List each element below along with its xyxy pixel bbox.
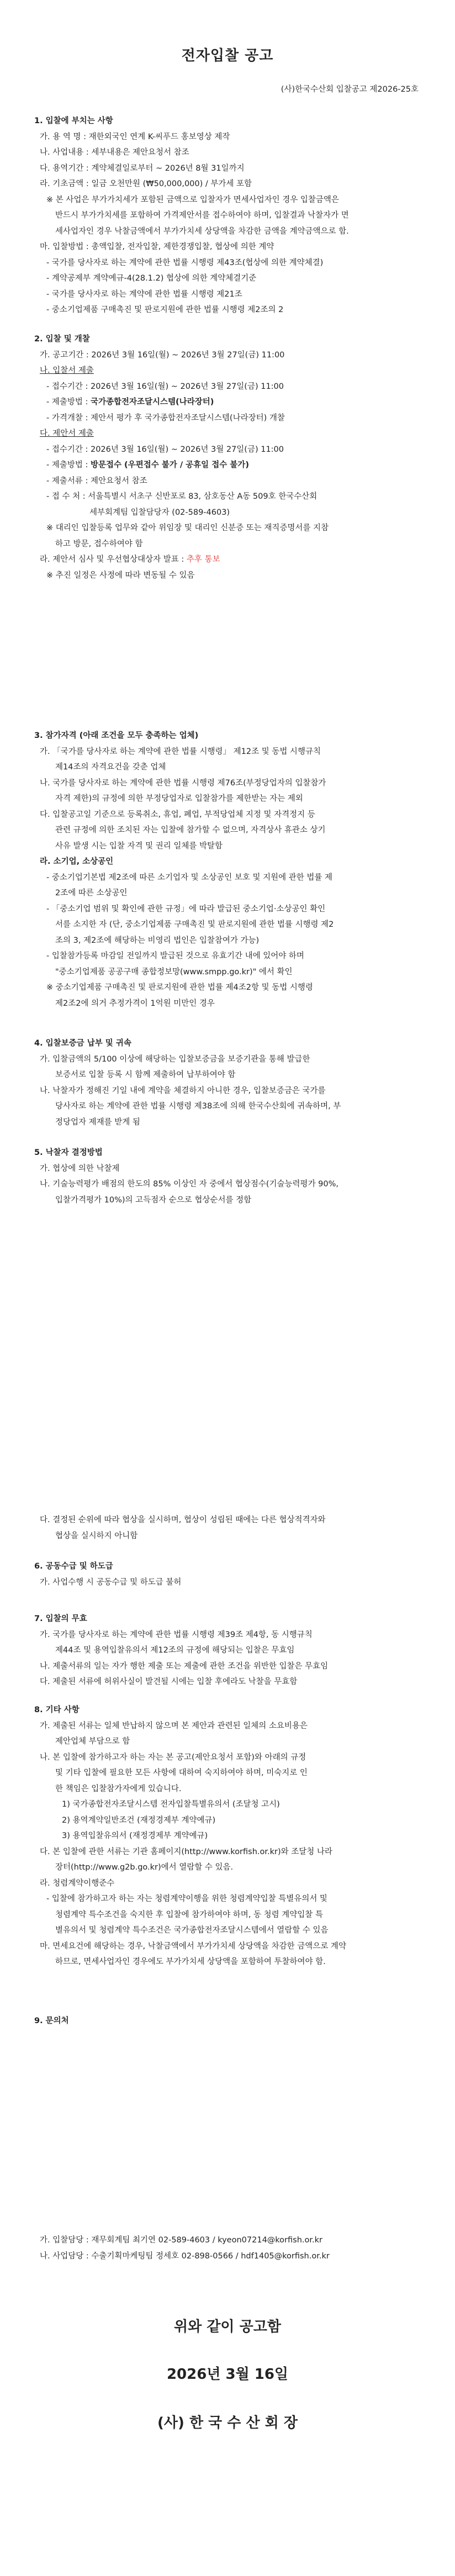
item-line: 라. 소기업, 소상공인 xyxy=(40,857,114,866)
item-line: 제14조의 자격요건을 갖춘 업체 xyxy=(55,763,166,772)
section-bid-deposit xyxy=(34,1036,421,1130)
section-heading: 8. 기타 사항 xyxy=(34,1706,80,1714)
sub-item-line: - 「중소기업 범위 및 확인에 관한 규정」에 따라 발급된 중소기업·소상공인 확인 xyxy=(46,904,326,914)
item-line: 다. 입찰공고일 기준으로 등록취소, 휴업, 폐업, 부적당업체 지정 및 자격정지 등 xyxy=(40,810,315,819)
item-line: 가. 협상에 의한 낙찰제 xyxy=(40,1164,120,1173)
item-line: 가. 입찰금액의 5/100 이상에 해당하는 입찰보증금을 보증기관을 통해 발급한 xyxy=(40,1054,310,1064)
section-eligibility xyxy=(34,728,421,1011)
sub-item-line: 별유의서 및 청렴계약 특수조건은 국가종합전자조달시스템에서 열람할 수 있음 xyxy=(55,1926,329,1935)
item-line: 제44조 및 용역입찰유의서 제12조의 규정에 해당되는 입찰은 무효임 xyxy=(55,1646,295,1655)
item-line: 다. 제출된 서류에 허위사실이 발견될 시에는 입찰 후에라도 낙찰을 무효함 xyxy=(40,1677,298,1686)
sub-item-line: - 국가를 당사자로 하는 계약에 관한 법률 시행령 제21조 xyxy=(46,289,242,299)
sub-item-line: 청렴계약 특수조건을 숙지한 후 입찰에 참가하여야 하며, 동 청렴 계약입찰 특 xyxy=(55,1910,323,1919)
item-line: 가. 제출된 서류는 일체 반납하지 않으며 본 제안과 관련된 일체의 소요비용은 xyxy=(40,1721,308,1730)
item-line: 당사자로 하는 계약에 관한 법률 시행령 제38조에 의해 한국수산회에 귀속하며, 부 xyxy=(55,1102,341,1111)
sub-item-line: 세부회계팀 입찰담당자 (02-589-4603) xyxy=(89,508,230,517)
section-heading: 1. 입찰에 부치는 사항 xyxy=(34,117,113,125)
section-other xyxy=(34,1702,421,1970)
sub-item-line: - 중소기업기본법 제2조에 따른 소기업자 및 소상공인 보호 및 지원에 관한 법률 제 xyxy=(46,873,332,882)
note-line: ※ 추진 일정은 사정에 따라 변동될 수 있음 xyxy=(46,571,195,580)
item-line: 마. 입찰방법 : 총액입찰, 전자입찰, 제한경쟁입찰, 협상에 의한 계약 xyxy=(40,242,274,251)
sub-item-line: "중소기업제품 공공구매 종합정보망(www.smpp.go.kr)" 에서 확인 xyxy=(55,967,293,976)
item-line: 사유 발생 시는 입찰 자격 및 권리 일체를 박탈함 xyxy=(55,841,223,851)
section-award-method-cont xyxy=(34,1512,421,1544)
item-line: 나. 국가를 당사자로 하는 계약에 관한 법률 시행령 제76조(부정당업자의 입찰참가 xyxy=(40,778,326,788)
sub-item-line: - 중소기업제품 구매촉진 및 판로지원에 관한 법률 시행령 제2조의 2 xyxy=(46,305,284,314)
item-line: 마. 면세요건에 해당하는 경우, 낙찰금액에서 부가가치세 상당액을 차감한 금액으로 계약 xyxy=(40,1941,346,1951)
item-line: 가. 용 역 명 : 재한외국인 연계 K-씨푸드 홍보영상 제작 xyxy=(40,132,230,141)
sub-item-line: - 입찰에 참가하고자 하는 자는 청렴계약이행을 위한 청렴계약입찰 특별유의서 및 xyxy=(46,1894,327,1903)
item-line: 협상을 실시하지 아니함 xyxy=(55,1531,138,1540)
section-heading: 6. 공동수급 및 하도급 xyxy=(34,1562,113,1571)
item-line: 관련 규정에 의한 조치된 자는 입찰에 참가할 수 없으며, 자격상사 휴관소 상기 xyxy=(55,826,326,835)
label-text: - 제출방법 : xyxy=(46,398,91,407)
note-line: ※ 본 사업은 부가가치세가 포함된 금액으로 입찰자가 면세사업자인 경우 입찰금액은 xyxy=(46,195,339,204)
item-line: 하므로, 면세사업자인 경우에도 부가가치세 상당액을 포함하여 투찰하여야 함. xyxy=(55,1957,326,1966)
section-heading: 2. 입찰 및 개찰 xyxy=(34,335,90,344)
note-line: ※ 중소기업제품 구매촉진 및 판로지원에 관한 법률 제4조2항 및 동법 시행령 xyxy=(46,983,313,992)
sub-item-line: - 제출서류 : 제안요청서 참조 xyxy=(46,476,147,485)
item-line: 라. 청렴계약이행준수 xyxy=(40,1878,115,1888)
sub-item-line: - 접수기간 : 2026년 3월 16일(월) ~ 2026년 3월 27일(금) 11:00 xyxy=(46,445,284,454)
sub-item-line xyxy=(34,457,421,473)
item-line: 가. 공고기간 : 2026년 3월 16일(월) ~ 2026년 3월 27일(금) 11:00 xyxy=(40,350,285,360)
sub-item-line: - 입찰참가등록 마감일 전일까지 발급된 것으로 유효기간 내에 있어야 하며 xyxy=(46,952,304,960)
notice-number: (사)한국수산회 입찰공고 제2026-25호 xyxy=(281,85,419,94)
contact-line: 나. 사업담당 : 수출기획마케팅팀 정세호 02-898-0566 / hdf1405@korfish.or.kr xyxy=(40,2251,330,2261)
item-line: 다. 본 입찰에 관한 서류는 기관 홈페이지(http://www.korfish.or.kr)와 조달청 나라 xyxy=(40,1847,332,1856)
section-heading: 4. 입찰보증금 납부 및 귀속 xyxy=(34,1039,131,1048)
closing-statement: 위와 같이 공고함 xyxy=(174,2319,281,2335)
item-line: 다. 결정된 순위에 따라 협상을 실시하며, 협상이 성립된 때에는 다른 협상적격자와 xyxy=(40,1516,326,1524)
section-bid-opening xyxy=(34,331,421,583)
page-title: 전자입찰 공고 xyxy=(181,47,274,64)
item-line: 가. 국가를 당사자로 하는 계약에 관한 법률 시행령 제39조 제4항, 동 시행규칙 xyxy=(40,1630,313,1639)
closing-date: 2026년 3월 16일 xyxy=(166,2366,289,2383)
sub-item-line: - 국가를 당사자로 하는 계약에 관한 법률 시행령 제43조(협상에 의한 계약체결) xyxy=(46,258,324,267)
item-line: 가. 사업수행 시 공동수급 및 하도급 불허 xyxy=(40,1577,182,1587)
contact-info xyxy=(34,2232,421,2264)
item-line: 자격 제한)의 규정에 의한 부정당업자로 입찰참가를 제한받는 자는 제외 xyxy=(55,794,303,803)
label-text: - 제출방법 : xyxy=(46,461,91,469)
emphasis-text: 방문접수 (우편접수 불가 / 공휴일 접수 불가) xyxy=(90,461,249,469)
item-line: 나. 입찰서 제출 xyxy=(40,366,94,375)
item-line: 나. 제출서류의 일는 자가 행한 제출 또는 제출에 관한 조건을 위반한 입찰은 무효임 xyxy=(40,1661,329,1671)
section-inquiry xyxy=(34,2013,421,2029)
issuer-name: (사) 한 국 수 산 회 장 xyxy=(157,2415,298,2431)
emphasis-text: 추후 통보 xyxy=(186,555,220,564)
item-line: 나. 기술능력평가 배점의 한도의 85% 이상인 자 중에서 협상점수(기술능력평가 90%, xyxy=(40,1180,339,1189)
item-line: 제안업체 부담으로 함 xyxy=(55,1737,130,1746)
sub-item-line: 조의 3, 제2조에 해당하는 비영리 법인은 입찰참여가 가능) xyxy=(55,936,260,945)
item-line: 나. 낙찰자가 정해진 기일 내에 계약을 체결하지 아니한 경우, 입찰보증금은 국가를 xyxy=(40,1086,326,1095)
section-heading: 7. 입찰의 무효 xyxy=(34,1614,87,1623)
section-heading: 5. 낙찰자 결정방법 xyxy=(34,1148,103,1157)
sub-item-line: 2조에 따른 소상공인 xyxy=(55,889,128,898)
item-line: 정당업자 제재를 받게 됨 xyxy=(55,1117,140,1127)
contact-line: 가. 입찰담당 : 재무회계팀 최기연 02-589-4603 / kyeon07214@korfish.or.kr xyxy=(40,2236,322,2245)
sub-item-line: - 접수기간 : 2026년 3월 16일(월) ~ 2026년 3월 27일(금) 11:00 xyxy=(46,382,284,391)
section-heading: 3. 참가자격 (아래 조건을 모두 충족하는 업체) xyxy=(34,731,199,740)
note-line: ※ 대리인 입찰등록 업무와 같아 위임장 및 대리인 신분증 또는 재직증명서를 지참 xyxy=(46,524,329,532)
note-line: 제2조2에 의거 추정가격이 1억원 미만인 경우 xyxy=(55,999,215,1008)
label-text: 라. 제안서 심사 및 우선협상대상자 발표 : xyxy=(40,555,187,564)
item-line: 및 기타 입찰에 필요한 모든 사항에 대하여 숙지하여야 하며, 미숙지로 인 xyxy=(55,1769,308,1777)
sub-item-line: 3) 용역입찰유의서 (재정경제부 계약예규) xyxy=(62,1831,208,1840)
item-line xyxy=(34,552,421,568)
item-line: 나. 본 입찰에 참가하고자 하는 자는 본 공고(제안요청서 포함)와 아래의 규정 xyxy=(40,1752,306,1762)
sub-item-line xyxy=(34,394,421,410)
sub-item-line: - 가격개찰 : 제안서 평가 후 국가종합전자조달시스템(나라장터) 개찰 xyxy=(46,413,285,423)
section-invalid-bid xyxy=(34,1611,421,1690)
item-line: 다. 제안서 제출 xyxy=(40,429,94,438)
item-line: 라. 기초금액 : 일금 오천만원 (₩50,000,000) / 부가세 포함 xyxy=(40,180,252,188)
item-line: 나. 사업내용 : 세부내용은 제안요청서 참조 xyxy=(40,148,189,157)
emphasis-text: 국가종합전자조달시스템(나라장터) xyxy=(90,398,214,407)
item-line: 입찰가격평가 10%)의 고득점자 순으로 협상순서를 정함 xyxy=(55,1195,252,1205)
sub-item-line: 1) 국가종합전자조달시스템 전자입찰특별유의서 (조달청 고시) xyxy=(62,1800,280,1809)
item-line: 장터(http://www.g2b.go.kr)에서 열람할 수 있음. xyxy=(55,1863,234,1872)
sub-item-line: - 계약공제부 계약예규-4(28.1.2) 협상에 의한 계약체결기준 xyxy=(46,274,257,283)
sub-item-line: 서를 소지한 자 (단, 중소기업제품 구매촉진 및 판로지원에 관한 법률 시행령 제2 xyxy=(55,920,334,929)
section-award-method xyxy=(34,1145,421,1208)
note-line: 세사업자인 경우 낙찰금액에서 부가가치세 상당액을 차감한 금액을 계약금액으로 함. xyxy=(55,226,349,236)
note-line: 하고 방문, 접수하여야 함 xyxy=(55,539,143,548)
sub-item-line: - 접 수 처 : 서울특별시 서초구 신반포로 83, 삼호동산 A동 509호 한국수산회 xyxy=(46,492,318,501)
section-joint-supply xyxy=(34,1559,421,1590)
note-line: 반드시 부가가치세를 포함하여 가격제안서를 접수하여야 하며, 입찰결과 낙찰자가 면 xyxy=(55,211,349,220)
sub-item-line: 2) 용역계약일반조건 (재정경제부 계약예규) xyxy=(62,1815,216,1825)
item-line: 다. 용역기간 : 계약체결일로부터 ~ 2026년 8월 31일까지 xyxy=(40,163,245,173)
item-line: 가. 「국가를 당사자로 하는 계약에 관한 법률 시행령」 제12조 및 동법 시행규칙 xyxy=(40,747,321,756)
section-bidding-items xyxy=(34,113,421,318)
item-line: 보증서로 입찰 등록 시 함께 제출하여 납부하여야 함 xyxy=(55,1070,236,1079)
item-line: 한 책임은 입찰참가자에게 있습니다. xyxy=(55,1784,182,1793)
section-heading: 9. 문의처 xyxy=(34,2017,69,2025)
